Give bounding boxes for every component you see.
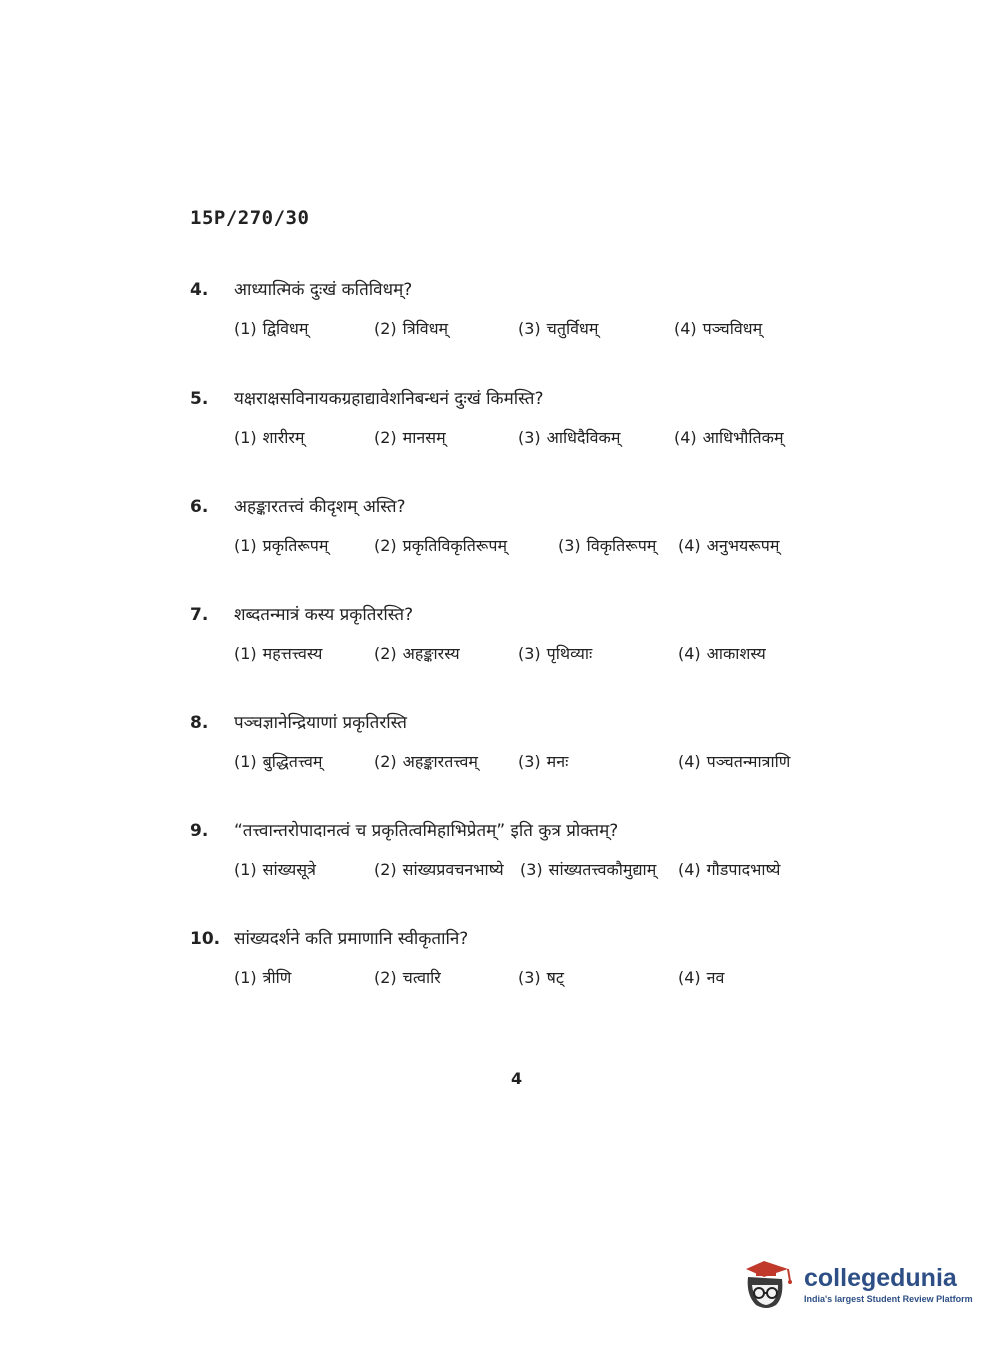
paper-code: 15P/270/30: [190, 207, 310, 229]
option-label: (1): [234, 644, 257, 663]
option-2[interactable]: [374, 750, 478, 772]
question-text: “तत्त्वान्तरोपादानत्वं च प्रकृतित्वमिहाभिप्रेतम्” इति कुत्र प्रोक्तम्?: [234, 821, 619, 841]
option-text: द्विविधम्: [262, 319, 309, 338]
option-label: (4): [678, 752, 701, 771]
option-text: प्रकृतिरूपम्: [262, 536, 329, 555]
option-label: (3): [558, 536, 581, 555]
question-5: [190, 386, 830, 456]
brand-tagline: India's largest Student Review Platform: [804, 1294, 973, 1304]
option-text: सांख्यप्रवचनभाष्ये: [402, 860, 504, 879]
question-6: [190, 494, 830, 564]
option-label: (3): [518, 428, 541, 447]
option-label: (2): [374, 428, 397, 447]
option-2[interactable]: [374, 966, 441, 988]
option-4[interactable]: [678, 966, 724, 988]
option-label: (2): [374, 968, 397, 987]
option-text: पृथिव्याः: [546, 644, 593, 663]
option-1[interactable]: [234, 750, 323, 772]
question-number: 8.: [190, 713, 209, 733]
option-text: अहङ्कारतत्त्वम्: [402, 752, 478, 771]
option-3[interactable]: [518, 317, 598, 339]
option-text: मनः: [546, 752, 569, 771]
option-label: (1): [234, 968, 257, 987]
option-label: (1): [234, 860, 257, 879]
options-row: [234, 750, 830, 780]
option-label: (1): [234, 752, 257, 771]
page-number: 4: [511, 1069, 523, 1088]
option-4[interactable]: [678, 750, 790, 772]
option-1[interactable]: [234, 426, 305, 448]
option-text: सांख्यतत्त्वकौमुद्याम्: [548, 860, 657, 879]
option-4[interactable]: [674, 317, 762, 339]
option-label: (2): [374, 319, 397, 338]
option-text: चत्वारि: [402, 968, 441, 987]
option-label: (3): [520, 860, 543, 879]
option-1[interactable]: [234, 534, 328, 556]
brand-name: collegedunia: [804, 1264, 957, 1292]
option-4[interactable]: [674, 426, 784, 448]
question-text: शब्दतन्मात्रं कस्य प्रकृतिरस्ति?: [234, 605, 414, 625]
option-4[interactable]: [678, 858, 780, 880]
question-7: [190, 602, 830, 672]
option-text: आधिदैविकम्: [546, 428, 621, 447]
option-text: महत्तत्त्वस्य: [262, 644, 323, 663]
option-label: (1): [234, 428, 257, 447]
option-label: (4): [678, 968, 701, 987]
options-row: [234, 317, 830, 347]
question-number: 7.: [190, 605, 209, 625]
option-text: सांख्यसूत्रे: [262, 860, 316, 879]
option-text: त्रीणि: [262, 968, 292, 987]
option-label: (3): [518, 644, 541, 663]
option-label: (4): [678, 536, 701, 555]
option-label: (1): [234, 319, 257, 338]
option-text: पञ्चतन्मात्राणि: [706, 752, 791, 771]
option-4[interactable]: [678, 534, 779, 556]
options-row: [234, 642, 830, 672]
options-row: [234, 534, 830, 564]
option-text: त्रिविधम्: [402, 319, 449, 338]
option-text: चतुर्विधम्: [546, 319, 599, 338]
option-3[interactable]: [518, 426, 620, 448]
option-label: (4): [678, 860, 701, 879]
option-label: (2): [374, 536, 397, 555]
option-3[interactable]: [518, 966, 564, 988]
option-text: अनुभयरूपम्: [706, 536, 780, 555]
option-label: (1): [234, 536, 257, 555]
option-text: षट्: [546, 968, 564, 987]
question-number: 10.: [190, 929, 221, 949]
question-text: सांख्यदर्शने कति प्रमाणानि स्वीकृतानि?: [234, 929, 469, 949]
question-10: [190, 926, 830, 996]
question-number: 4.: [190, 280, 209, 300]
option-2[interactable]: [374, 858, 504, 880]
option-label: (4): [674, 319, 697, 338]
question-number: 9.: [190, 821, 209, 841]
options-row: [234, 858, 830, 888]
option-text: बुद्धितत्त्वम्: [262, 752, 323, 771]
option-3[interactable]: [558, 534, 656, 556]
option-2[interactable]: [374, 426, 446, 448]
option-text: मानसम्: [402, 428, 446, 447]
option-4[interactable]: [678, 642, 766, 664]
option-1[interactable]: [234, 642, 322, 664]
question-number: 5.: [190, 389, 209, 409]
collegedunia-watermark: [742, 1253, 974, 1315]
option-label: (3): [518, 319, 541, 338]
option-label: (2): [374, 860, 397, 879]
option-text: अहङ्कारस्य: [402, 644, 460, 663]
option-text: शारीरम्: [262, 428, 305, 447]
option-3[interactable]: [518, 642, 592, 664]
options-row: [234, 966, 830, 996]
option-1[interactable]: [234, 317, 308, 339]
question-number: 6.: [190, 497, 209, 517]
option-text: आकाशस्य: [706, 644, 766, 663]
option-2[interactable]: [374, 317, 448, 339]
option-text: नव: [706, 968, 725, 987]
option-3[interactable]: [518, 750, 568, 772]
option-text: गौडपादभाष्ये: [706, 860, 781, 879]
option-1[interactable]: [234, 858, 316, 880]
options-row: [234, 426, 830, 456]
option-text: पञ्चविधम्: [702, 319, 763, 338]
question-text: पञ्चज्ञानेन्द्रियाणां प्रकृतिरस्ति: [234, 713, 407, 733]
option-label: (3): [518, 968, 541, 987]
option-label: (4): [674, 428, 697, 447]
option-2[interactable]: [374, 642, 460, 664]
option-text: विकृतिरूपम्: [586, 536, 657, 555]
option-label: (2): [374, 752, 397, 771]
question-text: यक्षराक्षसविनायकग्रहाद्यावेशनिबन्धनं दुःखं किमस्ति?: [234, 389, 544, 409]
question-9: [190, 818, 830, 888]
option-label: (4): [678, 644, 701, 663]
question-text: आध्यात्मिकं दुःखं कतिविधम्?: [234, 280, 413, 300]
graduate-mascot-icon: [742, 1255, 800, 1313]
question-4: [190, 277, 830, 347]
question-8: [190, 710, 830, 780]
option-2[interactable]: [374, 534, 507, 556]
option-3[interactable]: [520, 858, 656, 880]
option-label: (3): [518, 752, 541, 771]
option-1[interactable]: [234, 966, 291, 988]
question-text: अहङ्कारतत्त्वं कीदृशम् अस्ति?: [234, 497, 406, 517]
option-label: (2): [374, 644, 397, 663]
option-text: प्रकृतिविकृतिरूपम्: [402, 536, 508, 555]
option-text: आधिभौतिकम्: [702, 428, 784, 447]
